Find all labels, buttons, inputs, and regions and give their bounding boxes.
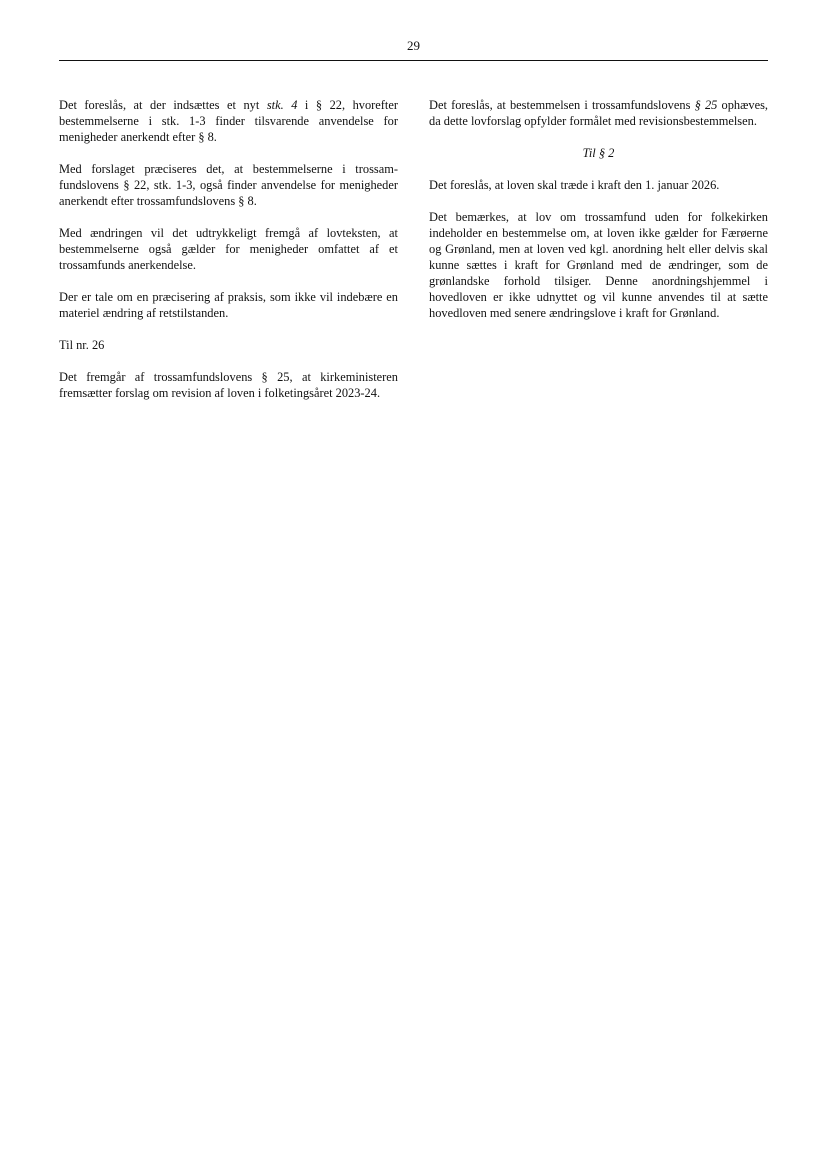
left-paragraph-3: Med ændringen vil det udtrykkeligt fremgå af lovteksten, at bestemmelserne også gælder for menigheder omfattet af et trossamfunds anerkendelse. bbox=[59, 226, 398, 272]
right-paragraph-1 bbox=[429, 97, 768, 129]
right-column bbox=[429, 97, 768, 337]
right-paragraph-3: Det bemærkes, at lov om trossamfund uden for folkekirken indeholder en bestemmelse om, at loven ikke gælder for Færøerne og Grønland, men at loven ved kgl. anordning helt eller delvis skal kunne sættes i kraft for Grønland med de ændringer, som de grønlandske forhold tilsiger. Denne anordningshjemmel i hovedloven er ikke udnyttet og vil kunne anvendes til at sætte hovedloven med senere ændringslove i kraft for Grønland. bbox=[429, 210, 768, 320]
left-paragraph-1-text-a: Det foreslås, at der indsættes et nyt bbox=[59, 98, 267, 112]
right-paragraph-1-text-b: ophæves, da dette lovforslag opfylder formålet med revisionsbestemmelsen. bbox=[429, 98, 768, 128]
left-column bbox=[59, 97, 398, 417]
right-paragraph-1-text-a: Det foreslås, at bestemmelsen i trossamfundslovens bbox=[429, 98, 695, 112]
left-paragraph-5: Det fremgår af trossamfundslovens § 25, at kirkeministeren fremsætter forslag om revision af loven i folketingsåret 2023-24. bbox=[59, 370, 398, 400]
section-heading-til-nr-26: Til nr. 26 bbox=[59, 338, 105, 352]
left-paragraph-2: Med forslaget præciseres det, at bestemmelserne i trossamfundslovens § 22, stk. 1-3, også finder anvendelse for menigheder anerkendt efter trossamfundslovens § 8. bbox=[59, 162, 398, 208]
page-number: 29 bbox=[407, 38, 420, 53]
left-paragraph-1-text-b: i § 22, hvorefter bestemmelserne i stk. 1-3 finder tilsvarende anvendelse for menigheder anerkendt efter § 8. bbox=[59, 98, 398, 144]
right-paragraph-1-emphasis: § 25 bbox=[694, 98, 718, 112]
right-paragraph-2: Det foreslås, at loven skal træde i kraft den 1. januar 2026. bbox=[429, 178, 720, 192]
left-paragraph-1-emphasis: stk. 4 bbox=[266, 98, 298, 112]
header-divider bbox=[59, 60, 768, 61]
left-paragraph-1 bbox=[59, 97, 398, 145]
section-heading-til-paragraf-2: Til § 2 bbox=[582, 146, 615, 160]
left-paragraph-4: Der er tale om en præcisering af praksis, som ikke vil indebære en materiel ændring af retstilstanden. bbox=[59, 290, 398, 320]
